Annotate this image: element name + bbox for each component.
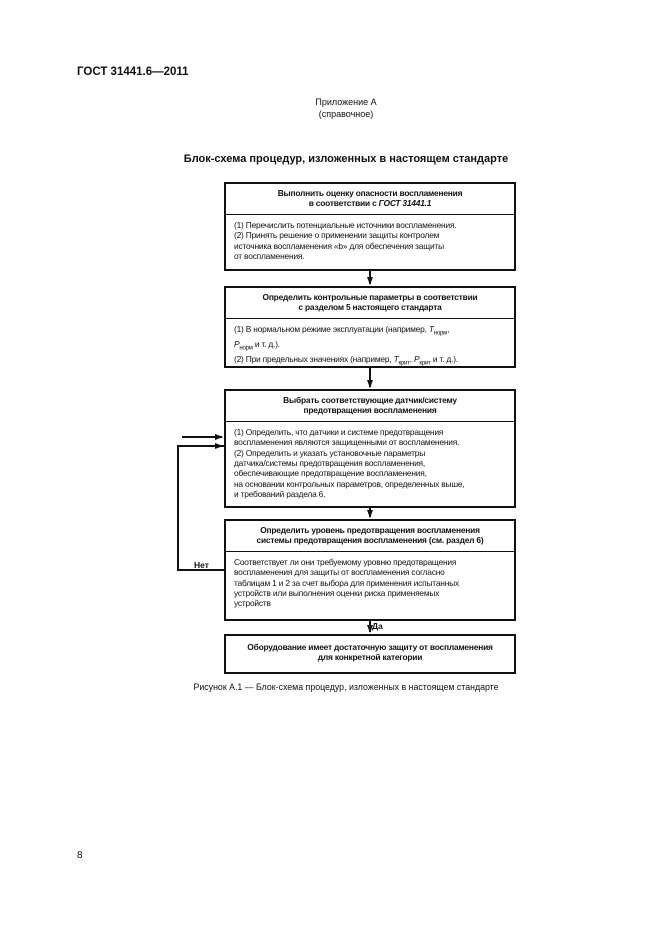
step5-heading-line1: Оборудование имеет достаточную защиту от воспламенения — [247, 642, 493, 652]
step3-body-line: (2) Определить и указать установочные параметры — [234, 447, 426, 458]
step2-divider — [226, 318, 514, 319]
figure-caption: Рисунок А.1 — Блок-схема процедур, изложенных в настоящем стандарте — [193, 682, 499, 692]
step-select-sensor-system — [224, 389, 516, 508]
subscript-norm: норм — [433, 330, 448, 337]
step4-body-line: воспламенения для защиты от воспламенения согласно — [234, 567, 445, 578]
step3-body-line: (1) Определить, что датчики и системе предотвращения — [234, 426, 444, 437]
step3-body-line: обеспечивающие предотвращение воспламенения, — [234, 468, 427, 479]
subscript-crit: крит — [419, 360, 431, 367]
step-result-protected — [224, 634, 516, 674]
step1-body-line: (1) Перечислить потенциальные источники воспламенения. — [234, 219, 457, 230]
step2-etc-text: и т. д.). — [252, 338, 280, 349]
step2-heading-line1: Определить контрольные параметры в соответствии — [262, 292, 478, 302]
step-hazard-assessment — [224, 182, 516, 271]
step-prevention-level-decision — [224, 519, 516, 621]
step1-heading-prefix: в соответствии с — [308, 198, 379, 209]
step1-body-line: (2) Принять решение о применении защиты контролем — [234, 230, 440, 241]
step2-body — [234, 324, 506, 369]
step2-body-line — [234, 339, 506, 354]
step1-divider — [226, 214, 514, 215]
step2-body-line — [234, 354, 506, 369]
step3-body — [234, 427, 506, 500]
step2-heading — [234, 292, 506, 313]
symbol-p: P — [234, 338, 240, 349]
step2-normal-mode-text: (1) В нормальном режиме эксплуатации (например, — [234, 323, 429, 334]
step1-standard-reference: ГОСТ 31441.1 — [378, 198, 432, 209]
step4-body — [234, 557, 506, 609]
step2-etc-text: и т. д.). — [430, 353, 458, 364]
page-number: 8 — [77, 850, 83, 861]
step5-heading — [234, 642, 506, 663]
step3-heading-line2: предотвращения воспламенения — [303, 405, 437, 416]
branch-label-no: Нет — [194, 560, 209, 570]
document-code: ГОСТ 31441.6—2011 — [77, 66, 189, 78]
branch-label-yes: Да — [372, 621, 383, 631]
step3-heading — [234, 395, 506, 416]
step4-heading-line1: Определить уровень предотвращения воспламенения — [260, 525, 480, 535]
step1-body-line: источника воспламенения «b» для обеспечения защиты — [234, 240, 444, 251]
step5-heading-line2: для конкретной категории — [317, 652, 423, 663]
step1-body — [234, 220, 506, 262]
subscript-norm: норм — [239, 345, 253, 352]
step1-heading — [234, 188, 506, 209]
step3-divider — [226, 421, 514, 422]
step1-heading-line1: Выполнить оценку опасности воспламенения — [277, 188, 463, 198]
symbol-t: T — [393, 353, 399, 364]
step4-body-line: устройств или выполнения оценки риска применяемых — [234, 588, 440, 599]
step1-body-line: от воспламенения. — [234, 251, 305, 262]
step4-body-line: Соответствует ли они требуемому уровню предотвращения — [234, 556, 457, 567]
symbol-p: P — [414, 353, 420, 364]
subscript-crit: крит — [398, 360, 410, 367]
step4-body-line: таблицам 1 и 2 за счет выбора для применения испытанных — [234, 577, 459, 588]
step4-divider — [226, 551, 514, 552]
step2-limit-mode-text: (2) При предельных значениях (например, — [234, 353, 394, 364]
symbol-t: T — [428, 323, 434, 334]
step3-body-line: на основании контрольных параметров, определенных выше, — [234, 478, 465, 489]
step3-body-line: датчика/системы предотвращения воспламенения, — [234, 458, 426, 469]
comma: , — [447, 323, 450, 334]
comma: , — [409, 353, 415, 364]
step3-heading-line1: Выбрать соответствующие датчик/систему — [283, 395, 457, 405]
step3-body-line: и требований раздела 6. — [234, 489, 326, 500]
feedback-loop-no — [178, 446, 224, 570]
step1-heading-line2 — [234, 198, 506, 208]
flowchart-title: Блок-схема процедур, изложенных в настоящем стандарте — [183, 153, 509, 165]
step2-heading-line2: с разделом 5 настоящего стандарта — [298, 302, 442, 313]
step4-body-line: устройств — [234, 598, 271, 609]
step3-body-line: воспламенения являются защищенными от воспламенения. — [234, 437, 460, 448]
step4-heading — [234, 525, 506, 546]
annex-subtitle: (справочное) — [318, 109, 374, 119]
step2-body-line — [234, 324, 506, 339]
step-control-parameters — [224, 286, 516, 368]
annex-title: Приложение А — [315, 97, 377, 107]
step4-heading-line2: системы предотвращения воспламенения (см. раздел 6) — [256, 535, 484, 546]
